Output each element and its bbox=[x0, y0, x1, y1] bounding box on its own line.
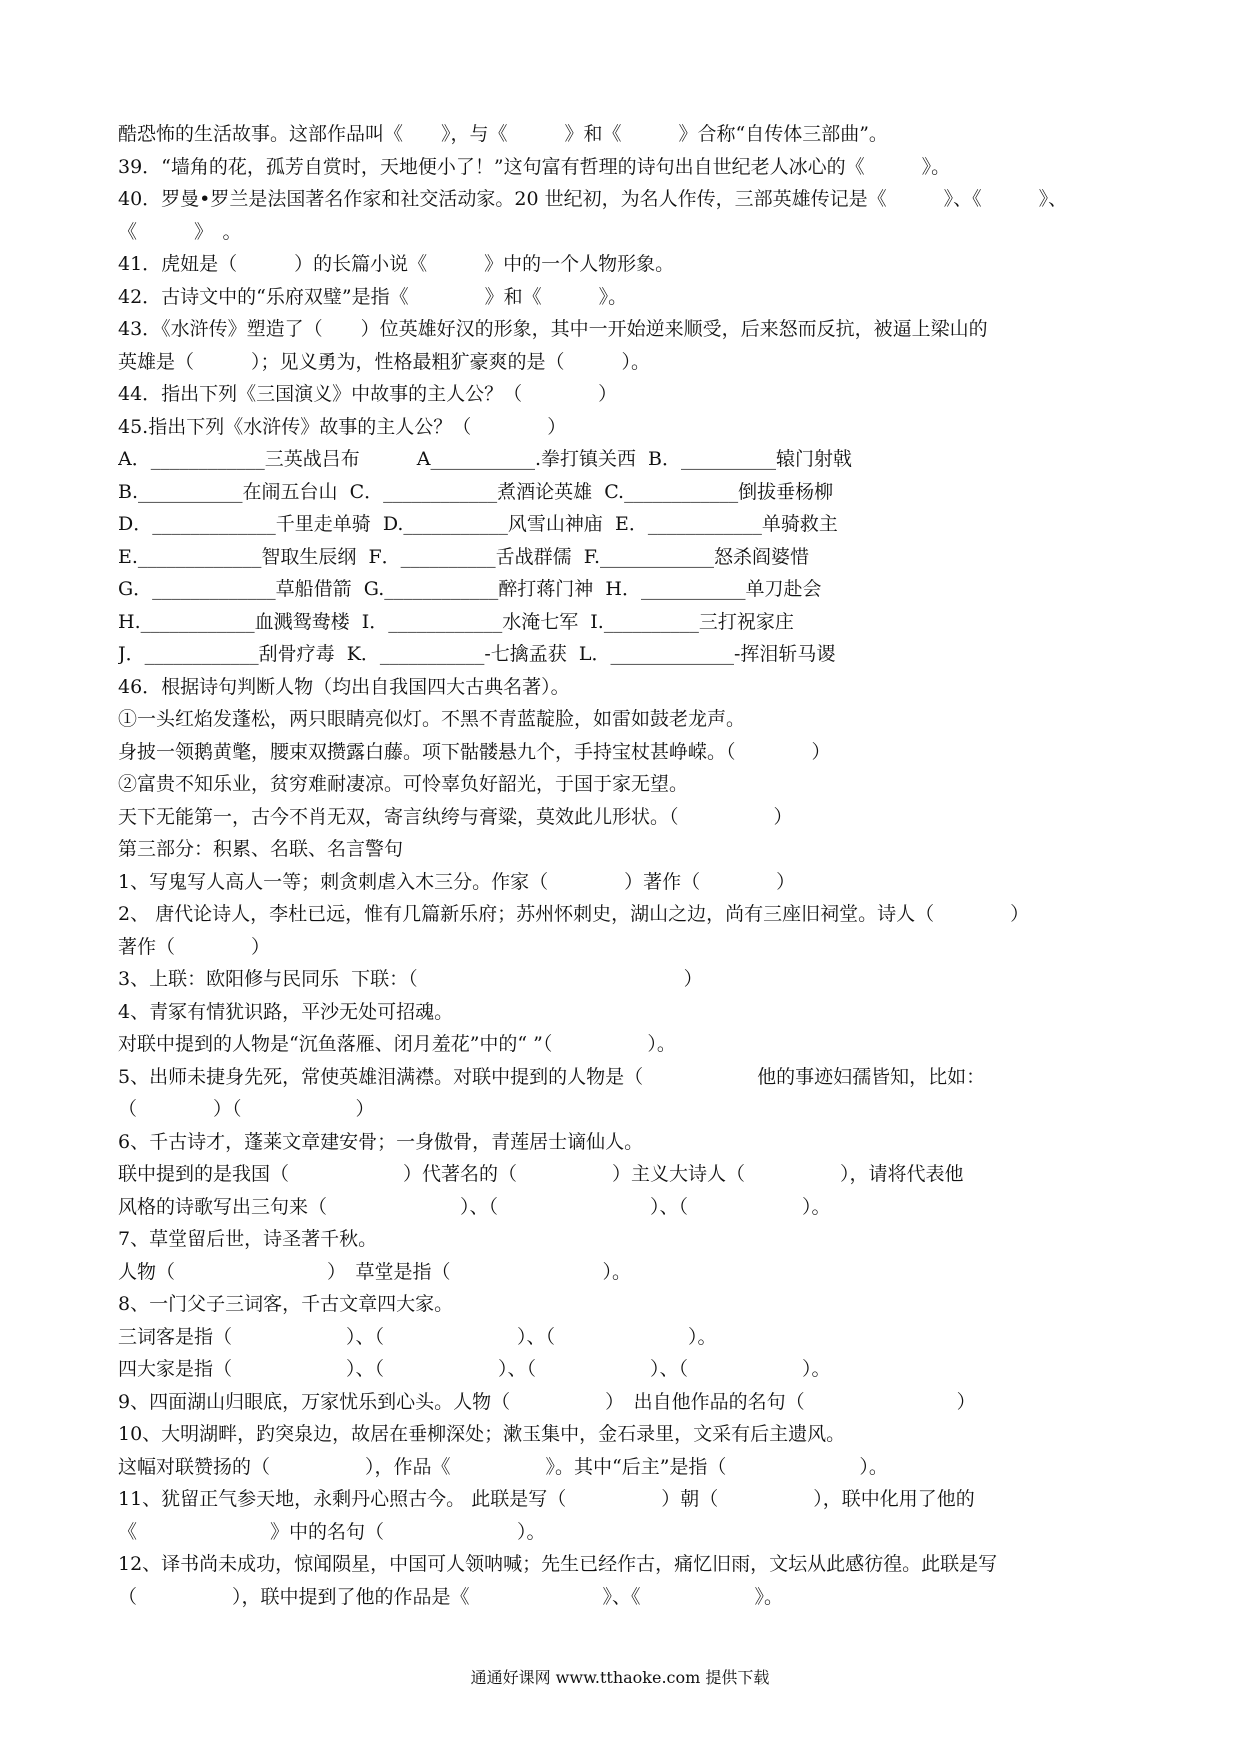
text-line: 10、大明湖畔，趵突泉边，故居在垂柳深处；漱玉集中，金石录里，文采有后主遗风。 bbox=[118, 1423, 846, 1445]
text-line: A．____________三英战吕布 A___________.拳打镇关西 B．__________辕门射戟 bbox=[118, 448, 853, 470]
text-line: 英雄是（ ）；见义勇为，性格最粗犷豪爽的是（ ）。 bbox=[118, 350, 651, 373]
text-line: 1、写鬼写人高人一等；刺贪刺虐入木三分。作家（ ）著作（ ） bbox=[118, 870, 796, 893]
text-line: 41．虎妞是（ ）的长篇小说《 》中的一个人物形象。 bbox=[118, 253, 675, 275]
text-line: 风格的诗歌写出三句来（ ）、（ ）、（ ）。 bbox=[118, 1195, 831, 1218]
text-line: 9、四面湖山归眼底，万家忧乐到心头。人物（ ） 出自他作品的名句（ ） bbox=[118, 1390, 976, 1413]
text-line: 酷恐怖的生活故事。这部作品叫《 》，与《 》和《 》合称“自传体三部曲”。 bbox=[118, 123, 888, 145]
text-line: 3、上联：欧阳修与民同乐 下联：（ ） bbox=[118, 968, 703, 990]
text-line: 《 》中的名句（ ）。 bbox=[118, 1520, 546, 1543]
text-line: 7、草堂留后世，诗圣著千秋。 bbox=[118, 1228, 378, 1250]
text-line: （ ），联中提到了他的作品是《 》、《 》。 bbox=[118, 1585, 784, 1608]
text-line: 12、译书尚未成功，惊闻陨星，中国可人领呐喊；先生已经作古，痛忆旧雨，文坛从此感彷徨。此联是写 bbox=[118, 1553, 998, 1575]
text-line: 5、出师未捷身先死，常使英雄泪满襟。对联中提到的人物是（ 他的事迹妇孺皆知，比如： bbox=[118, 1065, 986, 1088]
text-line: 2、 唐代论诗人，李杜已远，惟有几篇新乐府；苏州怀刺史，湖山之边，尚有三座旧祠堂。诗人（ ） bbox=[118, 903, 1030, 925]
text-line: H.____________血溅鸳鸯楼 I．____________水淹七军 I.__________三打祝家庄 bbox=[118, 610, 794, 633]
text-line: E._____________智取生辰纲 F．__________舌战群儒 F.____________怒杀阎婆惜 bbox=[118, 545, 810, 568]
text-line: 39．“墙角的花，孤芳自赏时，天地便小了！”这句富有哲理的诗句出自世纪老人冰心的《 》。 bbox=[118, 155, 951, 178]
text-line: 43．《水浒传》塑造了（ ）位英雄好汉的形象，其中一开始逆来顺受，后来怒而反抗，被逼上梁山的 bbox=[118, 318, 988, 340]
text-line: 著作（ ） bbox=[118, 935, 271, 958]
text-line: ②富贵不知乐业，贫穷难耐凄凉。可怜辜负好韶光，于国于家无望。 bbox=[118, 773, 689, 795]
text-line: G．_____________草船借箭 G.____________醉打蒋门神 H．___________单刀赴会 bbox=[118, 578, 822, 600]
text-line: 44．指出下列《三国演义》中故事的主人公？（ ） bbox=[118, 383, 618, 405]
worksheet-body bbox=[118, 118, 1130, 1613]
text-line: 6、千古诗才，蓬莱文章建安骨；一身傲骨，青莲居士谪仙人。 bbox=[118, 1130, 644, 1153]
text-line: 《 》 。 bbox=[118, 220, 242, 243]
text-line: J．____________刮骨疗毒 K．___________-七擒孟获 L．_____________-挥泪斩马谡 bbox=[118, 643, 836, 665]
text-line: 8、一门父子三词客，千古文章四大家。 bbox=[118, 1293, 454, 1315]
text-line: 40．罗曼•罗兰是法国著名作家和社交活动家。20 世纪初，为名人作传，三部英雄传记是《 》、《 》、 bbox=[118, 188, 1068, 210]
text-line: 三词客是指（ ）、（ ）、（ ）。 bbox=[118, 1325, 717, 1348]
text-line: 身披一领鹅黄氅，腰束双攒露白藤。项下骷髅悬九个，手持宝杖甚峥嵘。（ ） bbox=[118, 740, 831, 763]
text-line: 天下无能第一，古今不肖无双，寄言纨绔与膏粱，莫效此儿形状。（ ） bbox=[118, 805, 793, 828]
text-line: 四大家是指（ ）、（ ）、（ ）、（ ）。 bbox=[118, 1358, 831, 1380]
text-line: （ ）（ ） bbox=[118, 1098, 375, 1120]
section-heading: 第三部分：积累、名联、名言警句 bbox=[118, 838, 404, 860]
text-line: 45.指出下列《水浒传》故事的主人公？（ ） bbox=[118, 415, 567, 438]
text-line: 联中提到的是我国（ ）代著名的（ ）主义大诗人（ ），请将代表他 bbox=[118, 1163, 964, 1185]
text-line: 对联中提到的人物是“沉鱼落雁、闭月羞花”中的“ ”（ ）。 bbox=[118, 1033, 676, 1055]
text-line: B.___________在闹五台山 C．____________煮酒论英雄 C.____________倒拔垂杨柳 bbox=[118, 480, 834, 503]
text-line: ①一头红焰发蓬松，两只眼睛亮似灯。不黑不青蓝靛脸，如雷如鼓老龙声。 bbox=[118, 708, 746, 730]
text-line: 46．根据诗句判断人物（均出自我国四大古典名著）。 bbox=[118, 675, 570, 698]
text-line: 人物（ ） 草堂是指（ ）。 bbox=[118, 1260, 632, 1283]
text-line: 4、青冢有情犹识路，平沙无处可招魂。 bbox=[118, 1000, 454, 1023]
text-line: 这幅对联赞扬的（ ），作品《 》。其中“后主”是指（ ）。 bbox=[118, 1455, 888, 1478]
text-line: 42．古诗文中的“乐府双璧”是指《 》和《 》。 bbox=[118, 285, 628, 308]
page-footer: 通通好课网 www.tthaoke.com 提供下载 bbox=[470, 1668, 770, 1687]
text-line: 11、犹留正气参天地，永剩丹心照古今。 此联是写（ ）朝（ ），联中化用了他的 bbox=[118, 1488, 975, 1510]
text-line: D．_____________千里走单骑 D.___________风雪山神庙 E．____________单骑救主 bbox=[118, 513, 838, 535]
